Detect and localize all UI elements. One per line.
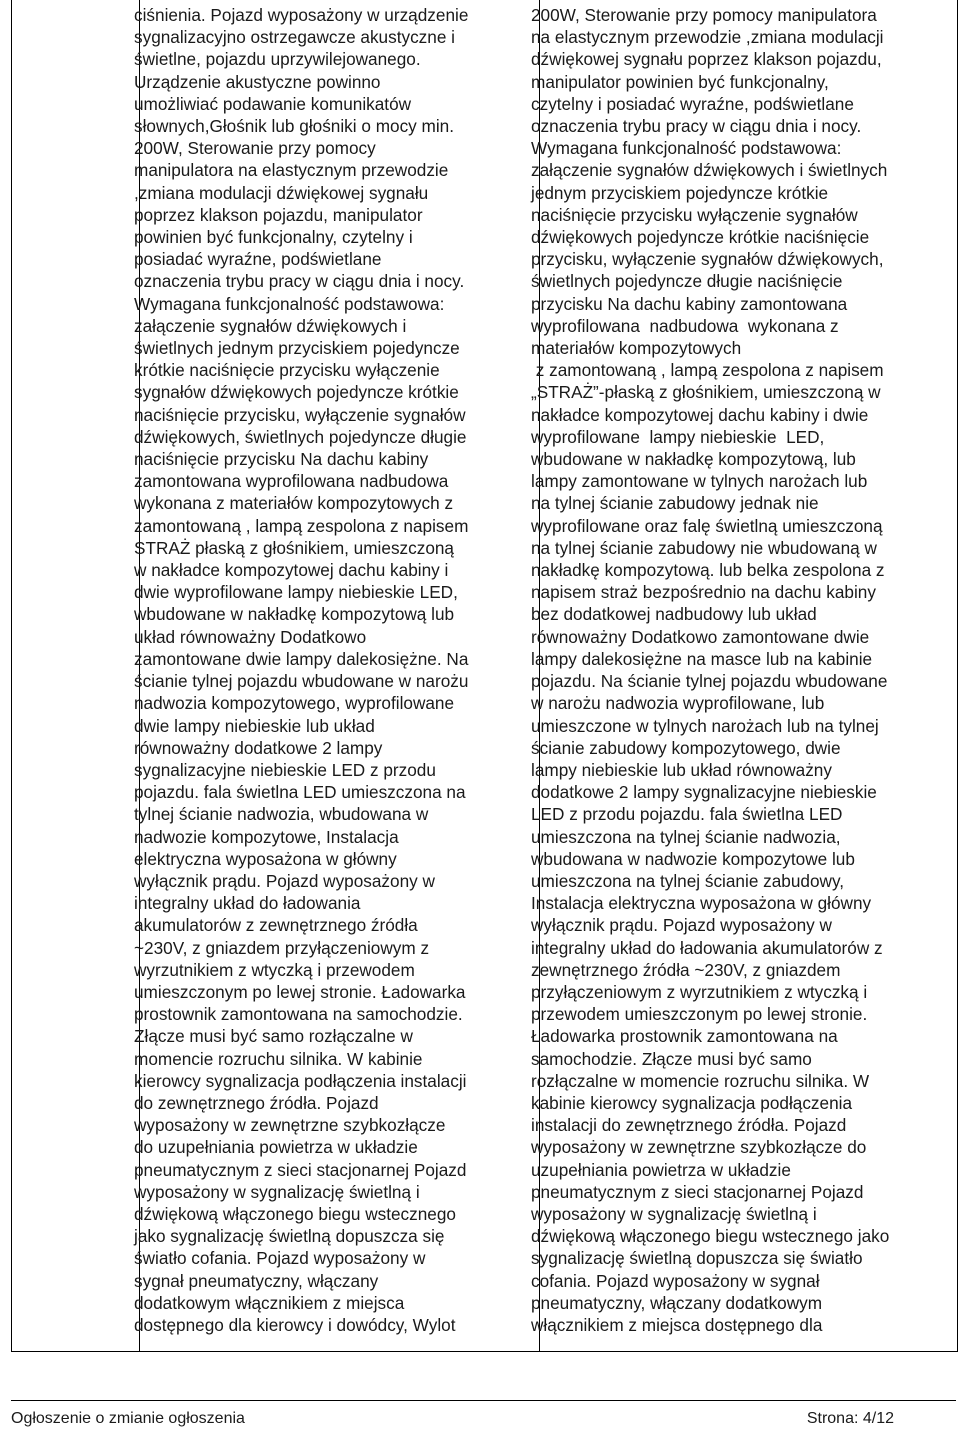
text-line: z zamontowaną , lampą zespolona z napisem [531,360,884,381]
text-line: zamontowane dwie lampy dalekosiężne. Na [134,648,469,669]
text-line: pneumatycznym z sieci stacjonarnej Pojazd [134,1159,467,1180]
text-line: dźwiękowych pojedyncze krótkie naciśnięcie [531,227,870,248]
text-line: akumulatorów z zewnętrznego źródła [134,915,418,936]
text-line: 200W, Sterowanie przy pomocy manipulatora [531,5,877,25]
text-line: lampy zamontowane w tylnych narożach lub [531,471,868,492]
text-line: na tylnej ścianie zabudowy nie wbudowaną w [531,537,877,558]
text-line: materiałów kompozytowych [531,338,742,359]
text-line: ~230V, z gniazdem przyłączeniowym z [134,937,430,958]
text-line: LED z przodu pojazdu. fala świetlna LED [531,804,843,825]
text-line: zamontowana wyprofilowana nadbudowa [134,471,449,492]
text-line: wyposażony w zewnętrzne szybkozłącze do [531,1137,867,1158]
text-line: do uzupełniania powietrza w układzie [134,1137,418,1158]
text-line: sygnałów dźwiękowych pojedyncze krótkie [134,382,459,403]
text-line: przycisku Na dachu kabiny zamontowana [531,293,848,314]
text-line: przycisku, wyłączenie sygnałów dźwiękowych, [531,249,884,270]
text-line: 200W, Sterowanie przy pomocy [134,138,376,159]
text-line: wbudowana w nadwozie kompozytowe lub [531,848,855,869]
text-line: naciśnięcie przycisku Na dachu kabiny [134,449,429,470]
text-line: wykonana z materiałów kompozytowych z [134,493,454,514]
text-line: dodatkowe 2 lampy sygnalizacyjne niebieskie [531,782,877,803]
text-line: przewodem umieszczonym po lewej stronie. [531,1004,868,1025]
text-line: wyposażony w sygnalizację świetlną i [531,1203,817,1224]
text-line: wyprofilowana nadbudowa wykonana z [531,315,839,336]
text-line: pojazdu. fala świetlna LED umieszczona na [134,782,466,803]
text-line: manipulator powinien być funkcjonalny, [531,71,829,92]
text-line: wbudowane w nakładkę kompozytową, lub [531,449,856,470]
text-line: momencie rozruchu silnika. W kabinie [134,1048,423,1069]
text-line: zamontowaną , lampą zespolona z napisem [134,515,469,536]
page-number: Strona: 4/12 [806,1410,894,1427]
text-line: zewnętrznego źródła ~230V, z gniazdem [531,959,841,980]
text-line: poprzez klakson pojazdu, manipulator [134,204,423,225]
text-line: posiadać wyraźne, podświetlane [134,249,382,270]
text-line: załączenie sygnałów dźwiękowych i [134,315,407,336]
text-line: napisem straż bezpośrednio na dachu kabiny [531,582,876,603]
text-line: Instalacja elektryczna wyposażona w główny [531,893,872,914]
text-line: świetlnych jednym przyciskiem pojedyncze [134,338,460,359]
text-line: dwie wyprofilowane lampy niebieskie LED, [134,582,458,603]
text-line: czytelny i posiadać wyraźne, podświetlane [531,93,854,114]
text-line: nakładkę kompozytową. lub belka zespolona z [531,560,885,581]
footer-title: Ogłoszenie o zmianie ogłoszenia [11,1410,245,1427]
text-line: wyposażony w zewnętrzne szybkozłącze [134,1115,446,1136]
text-line: włącznikiem z miejsca dostępnego dla [531,1314,823,1335]
footer-divider [11,1400,956,1401]
text-line: „STRAŻ”-płaską z głośnikiem, umieszczoną w [531,382,881,403]
text-line: dodatkowym włącznikiem z miejsca [134,1292,405,1313]
text-line: uzupełniania powietrza w układzie [531,1159,791,1180]
text-line: dostępnego dla kierowcy i dowódcy, Wylot [134,1314,456,1335]
text-line: naciśnięcie przycisku, wyłączenie sygnałów [134,404,466,425]
text-line: równoważny dodatkowe 2 lampy [134,737,383,758]
text-line: w nakładce kompozytowej dachu kabiny i [134,560,449,581]
text-line: świetlne, pojazdu uprzywilejowanego. [134,49,421,70]
text-line: elektryczna wyposażona w główny [134,848,397,869]
text-line: przyłączeniowym z wyrzutnikiem z wtyczką i [531,981,868,1002]
text-line: umieszczone w tylnych narożach lub na tylnej [531,715,879,736]
text-line: wyłącznik prądu. Pojazd wyposażony w [531,915,832,936]
text-line: ścianie zabudowy kompozytowego, dwie [531,737,841,758]
text-line: oznaczenia trybu pracy w ciągu dnia i nocy. [531,116,862,137]
text-line: dźwiękowych, świetlnych pojedyncze długie [134,426,467,447]
table-cell-current-text [134,4,526,1336]
text-line: w narożu nadwozia wyprofilowane, lub [531,693,825,714]
text-line: pneumatycznym z sieci stacjonarnej Pojazd [531,1181,864,1202]
text-line: prostownik zamontowana na samochodzie. [134,1004,463,1025]
text-line: ,zmiana modulacji dźwiękowej sygnału [134,182,429,203]
text-line: umieszczona na tylnej ścianie nadwozia, [531,826,841,847]
text-line: wyrzutnikiem z wtyczką i przewodem [134,959,415,980]
text-line: pneumatyczny, włączany dodatkowym [531,1292,823,1313]
text-line: świetlnych pojedyncze długie naciśnięcie [531,271,843,292]
text-line: wyprofilowane oraz falę świetlną umieszczoną [531,515,883,536]
text-line: umożliwiać podawanie komunikatów [134,93,412,114]
text-line: słownych,Głośnik lub głośniki o mocy min. [134,116,454,137]
text-line: samochodzie. Złącze musi być samo [531,1048,812,1069]
text-line: wyposażony w sygnalizację świetlną i [134,1181,420,1202]
text-line: dwie lampy niebieskie lub układ [134,715,375,736]
text-line: ciśnienia. Pojazd wyposażony w urządzenie [134,5,469,25]
text-line: oznaczenia trybu pracy w ciągu dnia i nocy. [134,271,465,292]
text-line: tylnej ścianie nadwozia, wbudowana w [134,804,429,825]
text-line: sygnalizacyjne niebieskie LED z przodu [134,759,436,780]
text-line: na elastycznym przewodzie ,zmiana modulacji [531,27,884,48]
text-line: kabinie kierowcy sygnalizacja podłączenia [531,1092,853,1113]
text-line: Urządzenie akustyczne powinno [134,71,381,92]
text-line: naciśnięcie przycisku wyłączenie sygnałów [531,204,858,225]
text-line: rozłączalne w momencie rozruchu silnika. W [531,1070,870,1091]
text-line: wyprofilowane lampy niebieskie LED, [531,426,825,447]
text-line: wyłącznik prądu. Pojazd wyposażony w [134,870,435,891]
text-line: układ równoważny Dodatkowo [134,626,367,647]
text-line: umieszczona na tylnej ścianie zabudowy, [531,870,845,891]
text-line: nadwozia kompozytowego, wyprofilowane [134,693,455,714]
text-line: bez dodatkowej nadbudowy lub układ [531,604,817,625]
text-line: na tylnej ścianie zabudowy jednak nie [531,493,819,514]
text-line: jednym przyciskiem pojedyncze krótkie [531,182,829,203]
text-line: powinien być funkcjonalny, czytelny i [134,227,413,248]
text-line: sygnalizację świetlną dopuszcza się światło [531,1248,863,1269]
text-line: Złącze musi być samo rozłączalne w [134,1026,413,1047]
text-line: integralny układ do ładowania akumulatorów z [531,937,883,958]
text-line: do zewnętrznego źródła. Pojazd [134,1092,379,1113]
text-line: jako sygnalizację świetlną dopuszcza się [134,1226,445,1247]
text-line: równoważny Dodatkowo zamontowane dwie [531,626,870,647]
text-line: światło cofania. Pojazd wyposażony w [134,1248,426,1269]
text-line: dźwiękową włączonego biegu wstecznego jako [531,1226,890,1247]
text-line: nakładce kompozytowej dachu kabiny i dwie [531,404,869,425]
text-line: pojazdu. Na ścianie tylnej pojazdu wbudowane [531,671,888,692]
text-line: Wymagana funkcjonalność podstawowa: [531,138,842,159]
text-line: manipulatora na elastycznym przewodzie [134,160,449,181]
text-line: krótkie naciśnięcie przycisku wyłączenie [134,360,440,381]
text-line: załączenie sygnałów dźwiękowych i świetlnych [531,160,888,181]
text-line: lampy niebieskie lub układ równoważny [531,759,832,780]
text-line: lampy dalekosiężne na masce lub na kabinie [531,648,873,669]
table-cell-amended-text [531,4,949,1336]
text-line: dźwiękową włączonego biegu wstecznego [134,1203,456,1224]
text-line: integralny układ do ładowania [134,893,361,914]
text-line: umieszczonym po lewej stronie. Ładowarka [134,981,466,1002]
text-line: wbudowane w nakładkę kompozytową lub [134,604,455,625]
text-line: cofania. Pojazd wyposażony w sygnał [531,1270,820,1291]
text-line: ścianie tylnej pojazdu wbudowane w narożu [134,671,469,692]
text-line: Ładowarka prostownik zamontowana na [531,1026,838,1047]
text-line: sygnał pneumatyczny, włączany [134,1270,379,1291]
text-line: dźwiękowej sygnału poprzez klakson pojazdu, [531,49,882,70]
text-line: sygnalizacyjno ostrzegawcze akustyczne i [134,27,455,48]
text-line: STRAŻ płaską z głośnikiem, umieszczoną [134,537,454,558]
text-line: instalacji do zewnętrznego źródła. Pojazd [531,1115,847,1136]
text-line: kierowcy sygnalizacja podłączenia instalacji [134,1070,467,1091]
text-line: Wymagana funkcjonalność podstawowa: [134,293,445,314]
text-line: nadwozie kompozytowe, Instalacja [134,826,399,847]
